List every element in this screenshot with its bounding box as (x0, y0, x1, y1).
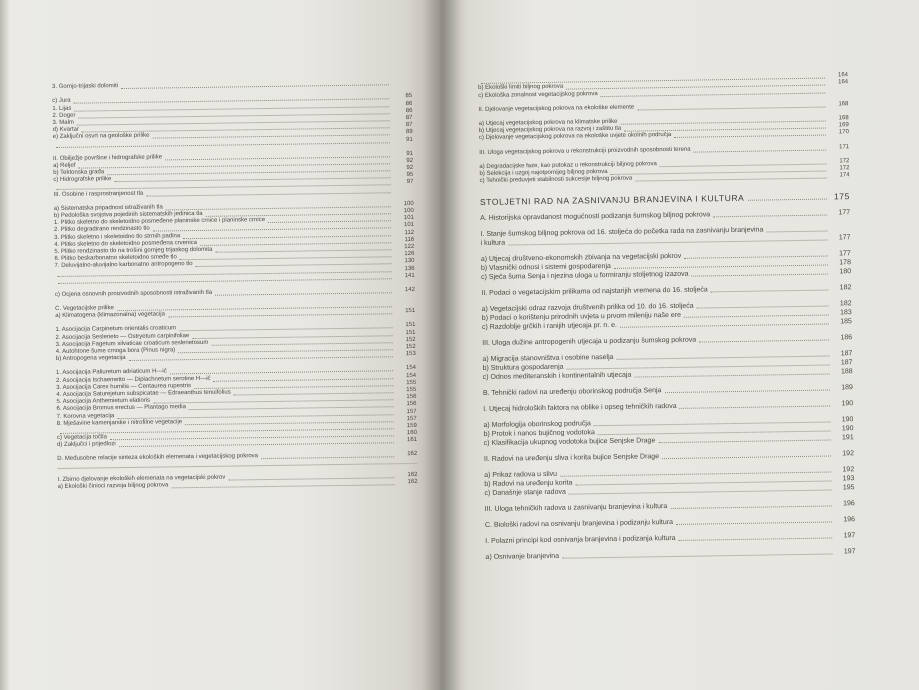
toc-page-number: 101 (403, 222, 415, 229)
toc-entry-title: I. Stanje šumskog biljnog pokrova od 16. stoljeća do početka rada na zasnivanju branjevina (480, 226, 764, 239)
toc-page-number: 112 (404, 229, 415, 236)
toc-leader-dots (711, 290, 829, 293)
toc-leader-dots (679, 538, 833, 541)
toc-entry-title: c) Sječa šuma Senja i njezina uloga u formiranju stoljetnog izazova (481, 270, 689, 282)
toc-entry-title: 4. Asocijacija Saturejetum subspicatae — Edraeanthus tenuifolius (56, 389, 231, 398)
toc-leader-dots (215, 292, 392, 295)
toc-page-number: 180 (839, 268, 852, 276)
toc-entry-title: 3. Asocijacija Carex humilis — Centaurea rupestris (56, 382, 192, 391)
toc-entry-title: b) Selekcija i uzgoj najotpornijeg biljnog pokrova (479, 168, 608, 177)
toc-page-number: 193 (842, 475, 855, 483)
toc-leader-dots (508, 240, 827, 246)
toc-page-number: 130 (404, 258, 415, 265)
toc-leader-dots (680, 406, 831, 409)
toc-page-number: 192 (842, 466, 855, 474)
toc-page-number: 151 (405, 329, 416, 336)
toc-entry-title: I. Zbirno djelovanje ekoloških elemenata na vegetacijski pokrov (57, 474, 226, 483)
toc-entry-title: b) Pedološka svojstva pojedinih sistematskih jedinica tla (53, 210, 203, 219)
toc-page-number: 87 (405, 122, 413, 129)
toc-page-number: 156 (406, 401, 417, 408)
toc-leader-dots (129, 356, 393, 361)
toc-entry-title: 7. Deluvijalno-aluvijalno karbonatno antropogeno tlo (54, 261, 193, 270)
toc-page-number: 196 (842, 500, 855, 508)
toc-page-number: 155 (406, 379, 417, 386)
toc-entry-title: b) Radovi na uređenju korita (484, 479, 573, 489)
right-table-of-contents (478, 72, 856, 561)
toc-entry-title: 1. Asocijacija Paliuretum adriaticum H—ić (55, 368, 167, 377)
toc-entry-title: 4. Autohtone šume crnoga bora (Pinus nigra) (55, 347, 176, 355)
toc-page-number: 85 (405, 93, 413, 100)
toc-entry-title: a) Klimatogena (klimazonalna) vegetacija (55, 311, 166, 320)
toc-entry-title: 1. Lijas (52, 105, 72, 112)
toc-page-number: 171 (839, 143, 850, 150)
toc-page-number: 141 (404, 272, 415, 279)
toc-entry-title: b) Struktura gospodarenja (482, 363, 564, 373)
toc-leader-dots (637, 106, 825, 110)
toc-entry (480, 189, 850, 206)
toc-entry-title: III. Uloga vegetacijskog pokrova u rekonstrukciji proizvodnih sposobnosti terena (479, 146, 691, 156)
toc-leader-dots (713, 215, 827, 218)
toc-page-number: 170 (838, 129, 849, 136)
toc-leader-dots (171, 484, 394, 488)
toc-entry-title: 1. Plitko skeletno do skeletoidno posmeđene planinske crnice i planinske crnice (53, 217, 266, 227)
toc-page-number: 91 (406, 136, 413, 143)
toc-page-number: 100 (403, 200, 414, 207)
toc-entry-title: 8. Mješavine kamenjarske i nitrofilne vegetacije (56, 418, 183, 427)
toc-entry-title: II. Radovi na uređenju sliva i korita bujice Senjske Drage (483, 453, 660, 464)
toc-entry-title: b) Antropogena vegetacija (55, 355, 126, 363)
toc-entry-title: a) Sistematska pripadnost istraživanih tla (53, 204, 163, 212)
toc-page-number: 187 (840, 350, 853, 358)
toc-page-number: 190 (841, 416, 854, 424)
toc-entry-title: II. Djelovanje vegetacijskog pokrova na ekološke elemente (478, 104, 635, 113)
toc-page-number: 87 (405, 114, 413, 122)
toc-entry-title: 2. Plitko degradirano rendzinasto tlo (54, 226, 150, 234)
toc-page-number: 188 (840, 368, 853, 376)
toc-page-number: 136 (404, 265, 415, 272)
toc-page-number: 157 (406, 408, 417, 415)
toc-entry-title: III. Uloga dužine antropogenih utjecaja u podizanju šumskog pokrova (482, 336, 697, 348)
toc-entry-title: 2. Asocijacija Ischaemetto — Diplachnetum serotine H—ić (56, 375, 211, 384)
toc-entry-title: a) Utjecaj vegetacijskog pokrova na klimatske prilike (478, 118, 618, 127)
toc-entry-title: b) Ekološki limiti biljnog pokrova (478, 84, 564, 92)
toc-entry (52, 79, 412, 91)
toc-page-number: 162 (407, 478, 418, 485)
toc-leader-dots (119, 443, 394, 448)
toc-entry-title: 6. Asocijacija Bromus erectus — Plantago media (56, 404, 186, 413)
toc-entry-title: C. Biološki radovi na osnivanju branjevina i podizanju kultura (484, 519, 674, 530)
toc-page-number: 95 (406, 172, 414, 179)
toc-page-number: 154 (405, 365, 417, 372)
toc-page-number: 160 (406, 430, 417, 437)
toc-page-number: 161 (406, 437, 418, 444)
toc-leader-dots (692, 274, 829, 277)
toc-entry-title: 6. Plitko beskarbonatno skeletoidno smeđe tlo (54, 254, 177, 263)
toc-page-number: 177 (838, 209, 851, 217)
toc-entry-title: a) Osnivanje branjevina (485, 552, 560, 562)
toc-entry-title: 4. Plitko skeletno do skeletoidno posmeđena crvenica (54, 239, 198, 248)
toc-entry (478, 101, 848, 114)
toc-entry-title: c) Ekološka zonalnost vegetacijskog pokrova (478, 90, 598, 99)
toc-page-number: 187 (840, 359, 853, 367)
toc-entry (482, 332, 852, 347)
toc-page-number: 192 (842, 450, 855, 458)
toc-page-number: 159 (406, 422, 417, 429)
toc-entry-title: b) Podaci o korištenju prirodnih uvjeta u prvom mileniju naše ere (481, 311, 682, 323)
toc-entry-title: D. Međusobne relacije sinteza ekoloških elemenata i vegetacijskog pokrova (57, 453, 259, 463)
toc-page-number: 151 (405, 322, 416, 329)
toc-page-number: 126 (404, 251, 415, 258)
toc-leader-dots (694, 149, 827, 152)
toc-page-number: 155 (406, 386, 417, 394)
toc-entry-title: I. Utjecaj hidroloških faktora na oblike i opseg tehničkih radova (483, 402, 677, 414)
toc-entry-title: I. Polazni principi kod osnivanja branjevina i podizanja kultura (485, 535, 676, 546)
toc-page-number: 168 (838, 115, 849, 122)
toc-entry-title: i kultura (480, 239, 506, 248)
toc-leader-dots (674, 135, 826, 138)
toc-entry-title: a) Vegetacijski odraz razvoja društvenih prilika od 10. do 16. stoljeća (481, 302, 694, 314)
toc-entry-title: b) Tektonska građa (53, 169, 105, 177)
toc-page-number: 91 (406, 150, 414, 157)
toc-entry-title: b) Vlasnički odnosi i sistemi gospodarenja (480, 262, 612, 273)
toc-page-number: 182 (839, 284, 852, 292)
toc-page-number: 86 (405, 100, 413, 107)
toc-page-number: 196 (843, 516, 856, 524)
toc-page-number: 116 (404, 236, 415, 243)
toc-entry (485, 498, 855, 513)
toc-entry (483, 382, 853, 397)
toc-entry-title: a) Degradacijske faze, kao putokaz u rekonstrukciji biljnog pokrova (479, 160, 657, 170)
toc-entry-title: a) Utjecaj društveno-ekonomskih zbivanja na vegetacijski pokrov (480, 252, 682, 264)
toc-page-number: 195 (842, 484, 855, 492)
toc-entry-title: 7. Korovna vegetacija (56, 412, 115, 420)
toc-entry-title: c) Današnje stanje radova (484, 488, 566, 498)
toc-entry-title: b) Protok i nanos bujičnog vodotoka (483, 429, 595, 439)
toc-entry-title: a) Migracija stanovništva i osobine naselja (482, 353, 614, 364)
toc-page-number: 152 (405, 336, 416, 343)
toc-page-number: 152 (405, 343, 416, 351)
toc-page-number: 172 (839, 165, 850, 172)
toc-page-number: 164 (837, 72, 849, 79)
toc-page-number: 101 (403, 215, 414, 222)
toc-page-number: 86 (405, 107, 413, 114)
toc-leader-dots (562, 554, 832, 559)
toc-entry-title: 5. Plitko rendzinasto tlo na trošini gornjeg trijaskog dolomita (54, 246, 213, 255)
toc-page-number: 168 (838, 100, 849, 108)
toc-entry-title: 1. Asocijacija Carpinetum orientalis croaticum (55, 325, 177, 334)
toc-page-number: 151 (405, 308, 416, 315)
toc-entry-title: III. Uloga tehničkih radova u zasnivanju branjevina i kultura (484, 503, 668, 514)
toc-entry-title: 2. Asocijacija Seslerieto — Ostryetum carpinifoliae (55, 332, 190, 341)
toc-page-number: 157 (406, 415, 417, 422)
toc-page-number: 189 (841, 384, 853, 392)
toc-page-number: 89 (405, 129, 413, 136)
toc-entry (484, 448, 854, 463)
toc-entry-title: a) Morfologija oborinskog područja (483, 420, 591, 430)
toc-page-number: 175 (833, 191, 850, 202)
toc-page-number: 178 (839, 259, 852, 267)
toc-entry-title: c) Vegetacija točila (56, 434, 108, 442)
toc-entry (483, 398, 853, 413)
toc-leader-dots (146, 192, 390, 196)
toc-entry-title: b) Utjecaj vegetacijskog pokrova na razvoj i zaštitu tla (478, 125, 622, 135)
toc-leader-dots (620, 324, 829, 328)
toc-leader-dots (121, 84, 389, 89)
toc-entry-title: C. Vegetacijske prilike (55, 305, 114, 313)
toc-page-number: 174 (839, 172, 850, 179)
toc-entry-title: c) Razdoblje grčkih i ranijih utjecaja pr. n. e. (481, 321, 617, 332)
toc-leader-dots (664, 390, 829, 394)
toc-page-number: 186 (840, 334, 853, 342)
toc-page-number: 177 (839, 250, 851, 258)
right-page (440, 0, 919, 690)
left-table-of-contents (52, 79, 418, 491)
toc-entry (485, 514, 855, 529)
toc-entry-title: c) Ocjena osnovnih proizvodnih sposobnosti istraživanih tla (54, 289, 213, 298)
toc-entry-title: e) Zaključni osvrt na geološke prilike (52, 132, 150, 141)
toc-page-number: 191 (841, 434, 854, 442)
toc-leader-dots (261, 457, 394, 460)
toc-page-number: 197 (843, 548, 856, 556)
toc-leader-dots (58, 278, 392, 284)
toc-page-number: 92 (406, 165, 414, 172)
toc-leader-dots (569, 490, 832, 495)
left-page (0, 0, 440, 690)
toc-page-number: 169 (838, 122, 849, 129)
toc-page-number: 182 (839, 300, 852, 308)
toc-page-number: 153 (405, 351, 416, 358)
section-rule (57, 463, 417, 469)
toc-page-number: 97 (406, 179, 414, 186)
toc-entry (55, 287, 415, 299)
toc-page-number: 185 (840, 318, 852, 326)
toc-entry (481, 282, 851, 297)
toc-entry-title: a) Prikaz radova u slivu (484, 470, 558, 480)
toc-entry-title: II. Obilježje površine i hidrografske prilike (53, 154, 163, 162)
toc-entry (485, 530, 855, 545)
toc-page-number: 190 (841, 400, 854, 408)
toc-entry-title: III. Osobine i rasprostranjenost tla (53, 190, 144, 198)
toc-page-number: 122 (404, 243, 415, 251)
toc-page-number: 183 (839, 309, 852, 317)
toc-entry-title: c) Odnos mediteranskih i kontinentalnih utjecaja (482, 371, 632, 382)
toc-leader-dots (699, 340, 829, 343)
toc-entry-title: c) Hidrografske prilike (53, 176, 112, 184)
toc-entry (480, 207, 850, 222)
toc-entry-title: B. Tehnički radovi na uređenju oborinskog područja Senja (482, 387, 662, 398)
toc-entry-title: 3. Gornjo-trijaski dolomiti (52, 83, 119, 91)
toc-leader-dots (168, 314, 392, 318)
toc-entry-title: 3. Malm (52, 119, 74, 126)
toc-leader-dots (601, 92, 826, 97)
left-page-edge (0, 0, 10, 690)
toc-entry-title: 3. Plitko skeletno i skeletoidno tlo strmih padina (54, 232, 181, 241)
toc-entry-title: STOLJETNI RAD NA ZASNIVANJU BRANJEVINA I KULTURA (479, 192, 745, 208)
toc-page-number: 197 (843, 532, 856, 540)
toc-entry-title: c) Tehnički preduvjeti stabilnosti sukcesije biljnog pokrova (479, 175, 633, 185)
toc-leader-dots (670, 506, 831, 510)
toc-entry-title: A. Historijska opravdanost mogućnosti podizanja šumskog biljnog pokrova (480, 211, 711, 223)
toc-leader-dots (676, 522, 832, 525)
toc-entry-title: a) Ekološki činioci razvoja biljnog pokrova (57, 482, 169, 490)
toc-entry-title: d) Kvartar (52, 126, 80, 134)
toc-page-number: 92 (406, 157, 414, 164)
toc-entry-title: c) Klasifikacija ukupnog vodotoka bujice Senjske Drage (483, 437, 656, 448)
toc-page-number: 164 (838, 79, 849, 86)
toc-entry (485, 546, 855, 561)
toc-page-number: 190 (841, 425, 854, 433)
toc-entry-title: 2. Doger (52, 112, 76, 119)
toc-entry (57, 451, 417, 463)
toc-page-number: 162 (407, 451, 418, 458)
toc-entry-title: a) Reljef (53, 162, 76, 169)
toc-leader-dots (634, 374, 829, 378)
toc-entry-title: 5. Asocijacija Anthemietum elatioris (56, 397, 151, 406)
toc-leader-dots (747, 199, 827, 201)
toc-page-number: 177 (838, 234, 851, 242)
toc-entry-title: c) Jura (52, 98, 71, 105)
toc-page-number: 156 (406, 394, 417, 401)
toc-leader-dots (56, 142, 390, 148)
toc-leader-dots (658, 440, 830, 444)
toc-entry-title: c) Djelovanje vegetacijskog pokrova na ekološke uvjete okolnih područja (478, 132, 672, 142)
toc-entry-title: 3. Asocijacija Fagetum silvaticae croaticum seslerietosum (55, 339, 209, 348)
toc-leader-dots (635, 178, 826, 182)
toc-entry-title: II. Podaci o vegetacijskim prilikama od najstarijih vremena do 16. stoljeća (481, 286, 708, 298)
toc-leader-dots (662, 456, 831, 460)
toc-page-number: 172 (839, 157, 850, 165)
toc-entry-title: d) Zaključci i prijedlozi (57, 441, 116, 449)
toc-page-number: 142 (404, 286, 415, 293)
toc-page-number: 154 (406, 372, 417, 379)
toc-page-number: 162 (407, 471, 418, 478)
toc-entry (479, 143, 849, 156)
toc-page-number: 100 (403, 207, 414, 215)
